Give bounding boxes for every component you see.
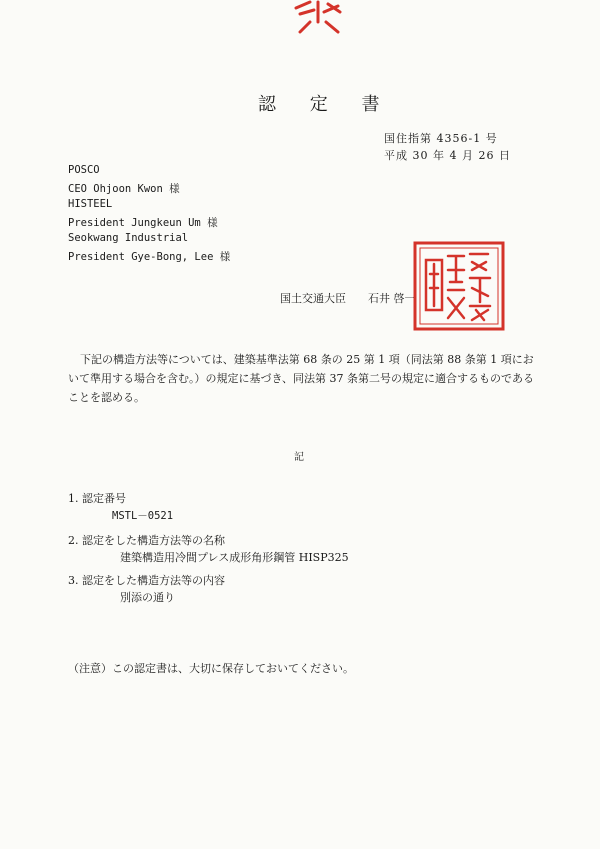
item-heading: 3. 認定をした構造方法等の内容	[68, 574, 225, 587]
official-seal	[412, 240, 506, 332]
item-heading: 2. 認定をした構造方法等の名称	[68, 534, 225, 547]
item-heading: 1. 認定番号	[68, 492, 126, 505]
item-value: 別添の通り	[120, 591, 175, 604]
reference-number: 国住指第 4356-1 号	[384, 132, 498, 145]
top-seal-stamp	[288, 0, 348, 34]
issuer-name: 石井 啓一	[368, 292, 416, 305]
item-value: MSTL－0521	[112, 510, 174, 522]
addressee-line: President Jungkeun Um 様	[68, 217, 218, 229]
issue-date: 平成 30 年 4 月 26 日	[384, 149, 511, 162]
ki-marker: 記	[294, 452, 304, 463]
addressee-line: CEO Ohjoon Kwon 様	[68, 183, 180, 195]
addressee-line: President Gye-Bong, Lee 様	[68, 251, 231, 263]
addressee-line: POSCO	[68, 164, 100, 176]
storage-note: （注意）この認定書は、大切に保存しておいてください。	[68, 662, 354, 675]
certification-statement: 下記の構造方法等については、建築基準法第 68 条の 25 第 1 項（同法第 88 条第 1 項において準用する場合を含む。）の規定に基づき、同法第 37 条第二号の規定に適合するものであることを認める。	[68, 353, 535, 404]
addressee-line: Seokwang Industrial	[68, 232, 189, 244]
item-value: 建築構造用冷間プレス成形角形鋼管 HISP325	[120, 551, 349, 564]
document-title: 認 定 書	[258, 94, 394, 115]
addressee-line: HISTEEL	[68, 198, 113, 210]
issuer-title: 国土交通大臣	[280, 292, 346, 305]
